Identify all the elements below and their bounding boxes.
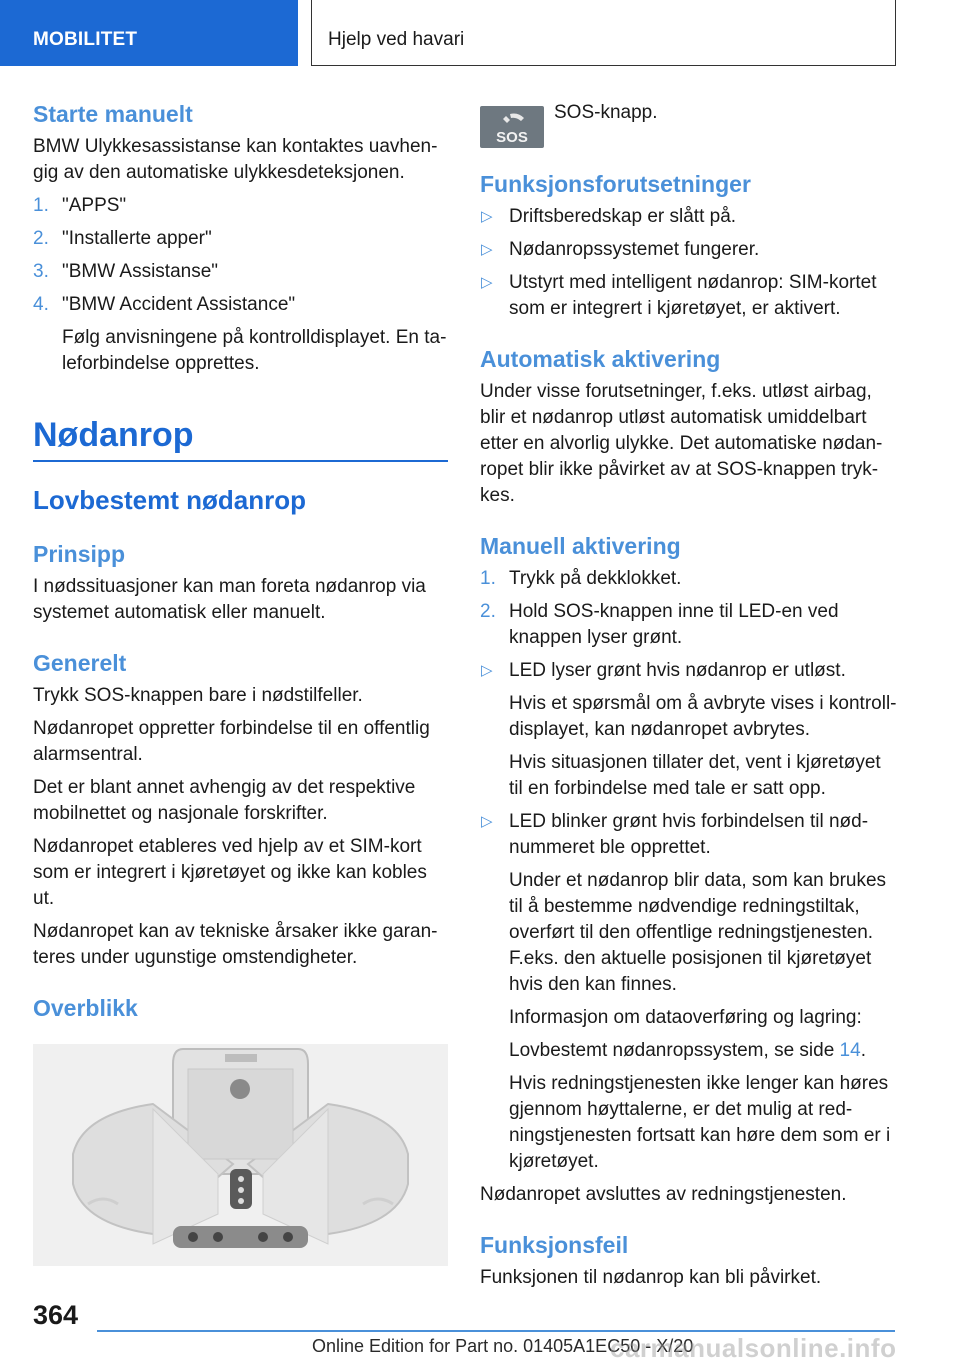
- malfunction-heading: Funksjonsfeil: [480, 1232, 629, 1258]
- generelt-heading: Generelt: [33, 650, 127, 676]
- triangle-bullet-icon: ▷: [481, 813, 493, 830]
- list-item: [33, 226, 448, 252]
- triangle-bullet-icon: ▷: [481, 241, 493, 258]
- chapter-heading: Nødanrop: [33, 414, 448, 462]
- list-item: [480, 809, 898, 861]
- auto-activation-heading: Automatisk aktivering: [480, 346, 721, 372]
- list-item: [480, 599, 898, 651]
- sos-icon-label: SOS: [496, 129, 528, 146]
- section-tab: MOBILITET: [0, 0, 298, 66]
- sos-button-row: [480, 100, 898, 148]
- list-item: [480, 270, 898, 322]
- step-number: 1.: [33, 195, 49, 216]
- led-green-sub-text: Hvis situasjonen tillater det, vent i kjøretøyet til en forbindelse med tale er satt opp.: [509, 752, 881, 799]
- left-column: [33, 100, 448, 1266]
- malfunction-text: Funksjonen til nødanrop kan bli påvirket.: [480, 1267, 822, 1288]
- overblikk-heading: Overblikk: [33, 995, 138, 1021]
- step-text: "BMW Accident Assistance": [62, 294, 296, 315]
- generelt-paragraph: Nødanropet oppretter forbindelse til en offentlig alarmsentral.: [33, 718, 430, 765]
- step-text: Hold SOS-knappen inne til LED-en ved knappen lyser grønt.: [509, 601, 839, 648]
- triangle-bullet-icon: ▷: [481, 662, 493, 679]
- led-status-list: [480, 658, 898, 684]
- step-text: "Installerte apper": [62, 228, 212, 249]
- right-column: [480, 100, 898, 1298]
- footer-divider: [97, 1330, 895, 1332]
- list-item-text: Driftsberedskap er slått på.: [509, 206, 737, 227]
- step-number: 2.: [33, 228, 49, 249]
- sos-icon: [480, 106, 544, 148]
- led-blink-sub-text: Hvis redningstjenesten ikke lenger kan høres gjennom høyttalerne, er det mulig at redningstjenesten fortsatt kan høre dem som er i kjøretøyet.: [509, 1073, 891, 1172]
- page-reference-link[interactable]: 14: [839, 1040, 861, 1061]
- step-text: "BMW Assistanse": [62, 261, 219, 282]
- step-number: 3.: [33, 261, 49, 282]
- chapter-title-box: Hjelp ved havari: [311, 0, 896, 66]
- step-text: Trykk på dekklokket.: [509, 568, 682, 589]
- watermark: carmanualsonline.info: [610, 1333, 897, 1363]
- triangle-bullet-icon: ▷: [481, 274, 493, 291]
- list-item: [33, 292, 448, 318]
- prinsipp-heading: Prinsipp: [33, 541, 126, 567]
- list-item: [480, 566, 898, 592]
- footer-edition-text: Online Edition for Part no. 01405A1EC50 - X/20: [312, 1336, 694, 1356]
- sos-caption: SOS-knapp.: [554, 102, 658, 123]
- auto-activation-text: Under visse forutsetninger, f.eks. utløst airbag, blir et nødanrop utløst automatisk umiddelbart etter en alvorlig ulykke. Det automatiske nødanropet blir ikke påvirket av at SOS-knappen trykkes.: [480, 381, 883, 506]
- list-item-text: LED lyser grønt hvis nødanrop er utløst.: [509, 660, 846, 681]
- start-manual-text: BMW Ulykkesassistanse kan kontaktes uavhengig av den automatiske ulykkesdeteksjonen.: [33, 136, 438, 183]
- section-heading: Lovbestemt nødanrop: [33, 485, 307, 515]
- reference-period: .: [860, 1040, 866, 1061]
- start-steps-list: [33, 193, 448, 318]
- led-blink-sub-text: Under et nødanrop blir data, som kan brukes til å bestemme nødvendige redningstiltak, overført til den offentlige redningstjenesten. F.eks. den aktuelle posisjonen til kjøretøyet hvis den kan finnes.: [509, 870, 887, 995]
- overhead-console-illustration: [33, 1044, 448, 1266]
- step-number: 2.: [480, 601, 496, 622]
- manual-activation-heading: Manuell aktivering: [480, 533, 681, 559]
- forutsetninger-heading: Funksjonsforutsetninger: [480, 171, 751, 197]
- step-number: 1.: [480, 568, 496, 589]
- led-green-sub-text: Hvis et spørsmål om å avbryte vises i kontrolldisplayet, kan nødanropet avbrytes.: [509, 693, 897, 740]
- start-manual-heading: Starte manuelt: [33, 101, 193, 127]
- reference-text: Lovbestemt nødanropssystem, se side: [509, 1040, 835, 1061]
- triangle-bullet-icon: ▷: [481, 208, 493, 225]
- step-text: "APPS": [62, 195, 127, 216]
- led-blink-sub-text: [480, 1038, 898, 1064]
- list-item-text: Utstyrt med intelligent nødanrop: SIM-kortet som er integrert i kjøretøyet, er aktivert.: [509, 272, 877, 319]
- page-number: 364: [33, 1300, 79, 1330]
- step-number: 4.: [33, 294, 49, 315]
- list-item-text: LED blinker grønt hvis forbindelsen til nødnummeret ble opprettet.: [509, 811, 869, 858]
- list-item: [33, 193, 448, 219]
- list-item: [480, 658, 898, 684]
- list-item: [33, 259, 448, 285]
- list-item: [480, 204, 898, 230]
- overhead-console-image: [33, 1044, 448, 1266]
- generelt-paragraph: Nødanropet kan av tekniske årsaker ikke garanteres under ugunstige omstendigheter.: [33, 921, 438, 968]
- end-call-text: Nødanropet avsluttes av redningstjenesten.: [480, 1184, 847, 1205]
- generelt-paragraph: Det er blant annet avhengig av det respektive mobilnettet og nasjonale forskrifter.: [33, 777, 416, 824]
- manual-steps-list: [480, 566, 898, 651]
- led-blink-sub-text: Informasjon om dataoverføring og lagring:: [509, 1007, 862, 1028]
- step-sub-text: Følg anvisningene på kontrolldisplayet. En taleforbindelse opprettes.: [62, 327, 447, 374]
- led-status-list: [480, 809, 898, 861]
- forutsetninger-list: [480, 204, 898, 322]
- list-item-text: Nødanropssystemet fungerer.: [509, 239, 760, 260]
- list-item: [480, 237, 898, 263]
- generelt-paragraph: Trykk SOS-knappen bare i nødstilfeller.: [33, 685, 363, 706]
- generelt-paragraph: Nødanropet etableres ved hjelp av et SIM-kort som er integrert i kjøretøyet og ikke kan kobles ut.: [33, 836, 427, 909]
- prinsipp-text: I nødssituasjoner kan man foreta nødanrop via systemet automatisk eller manuelt.: [33, 576, 426, 623]
